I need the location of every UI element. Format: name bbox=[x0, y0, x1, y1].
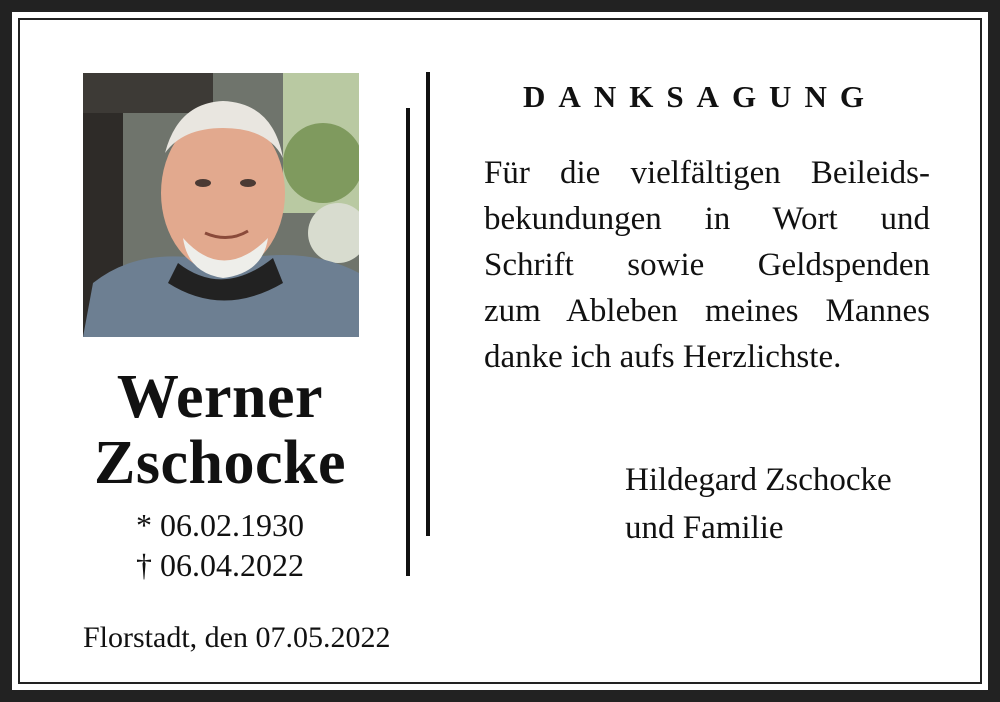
message-line: danke ich aufs Herzlichste. bbox=[484, 339, 842, 375]
thank-you-message bbox=[484, 150, 930, 380]
birth-date: * 06.02.1930 bbox=[136, 507, 304, 543]
place-and-date: Florstadt, den 07.05.2022 bbox=[83, 621, 391, 654]
deceased-first-name: Werner bbox=[116, 363, 324, 431]
death-date: † 06.04.2022 bbox=[136, 547, 304, 583]
message-line: bekundungen in Wort und bbox=[484, 201, 930, 237]
divider-line-right bbox=[426, 72, 430, 536]
signature-line-1: Hildegard Zschocke bbox=[625, 462, 892, 498]
inner-frame bbox=[18, 18, 982, 684]
message-line: Schrift sowie Geldspenden bbox=[484, 247, 930, 283]
message-line: zum Ableben meines Mannes bbox=[484, 293, 930, 329]
divider-line-left bbox=[406, 108, 410, 576]
heading-danksagung: DANKSAGUNG bbox=[523, 79, 877, 114]
deceased-last-name: Zschocke bbox=[94, 429, 346, 497]
signature bbox=[625, 456, 892, 552]
signature-line-2: und Familie bbox=[625, 510, 784, 546]
message-line: Für die vielfältigen Beileids- bbox=[484, 155, 930, 191]
obituary-card bbox=[12, 12, 988, 690]
portrait-image bbox=[83, 73, 359, 337]
portrait-photo bbox=[83, 73, 359, 337]
